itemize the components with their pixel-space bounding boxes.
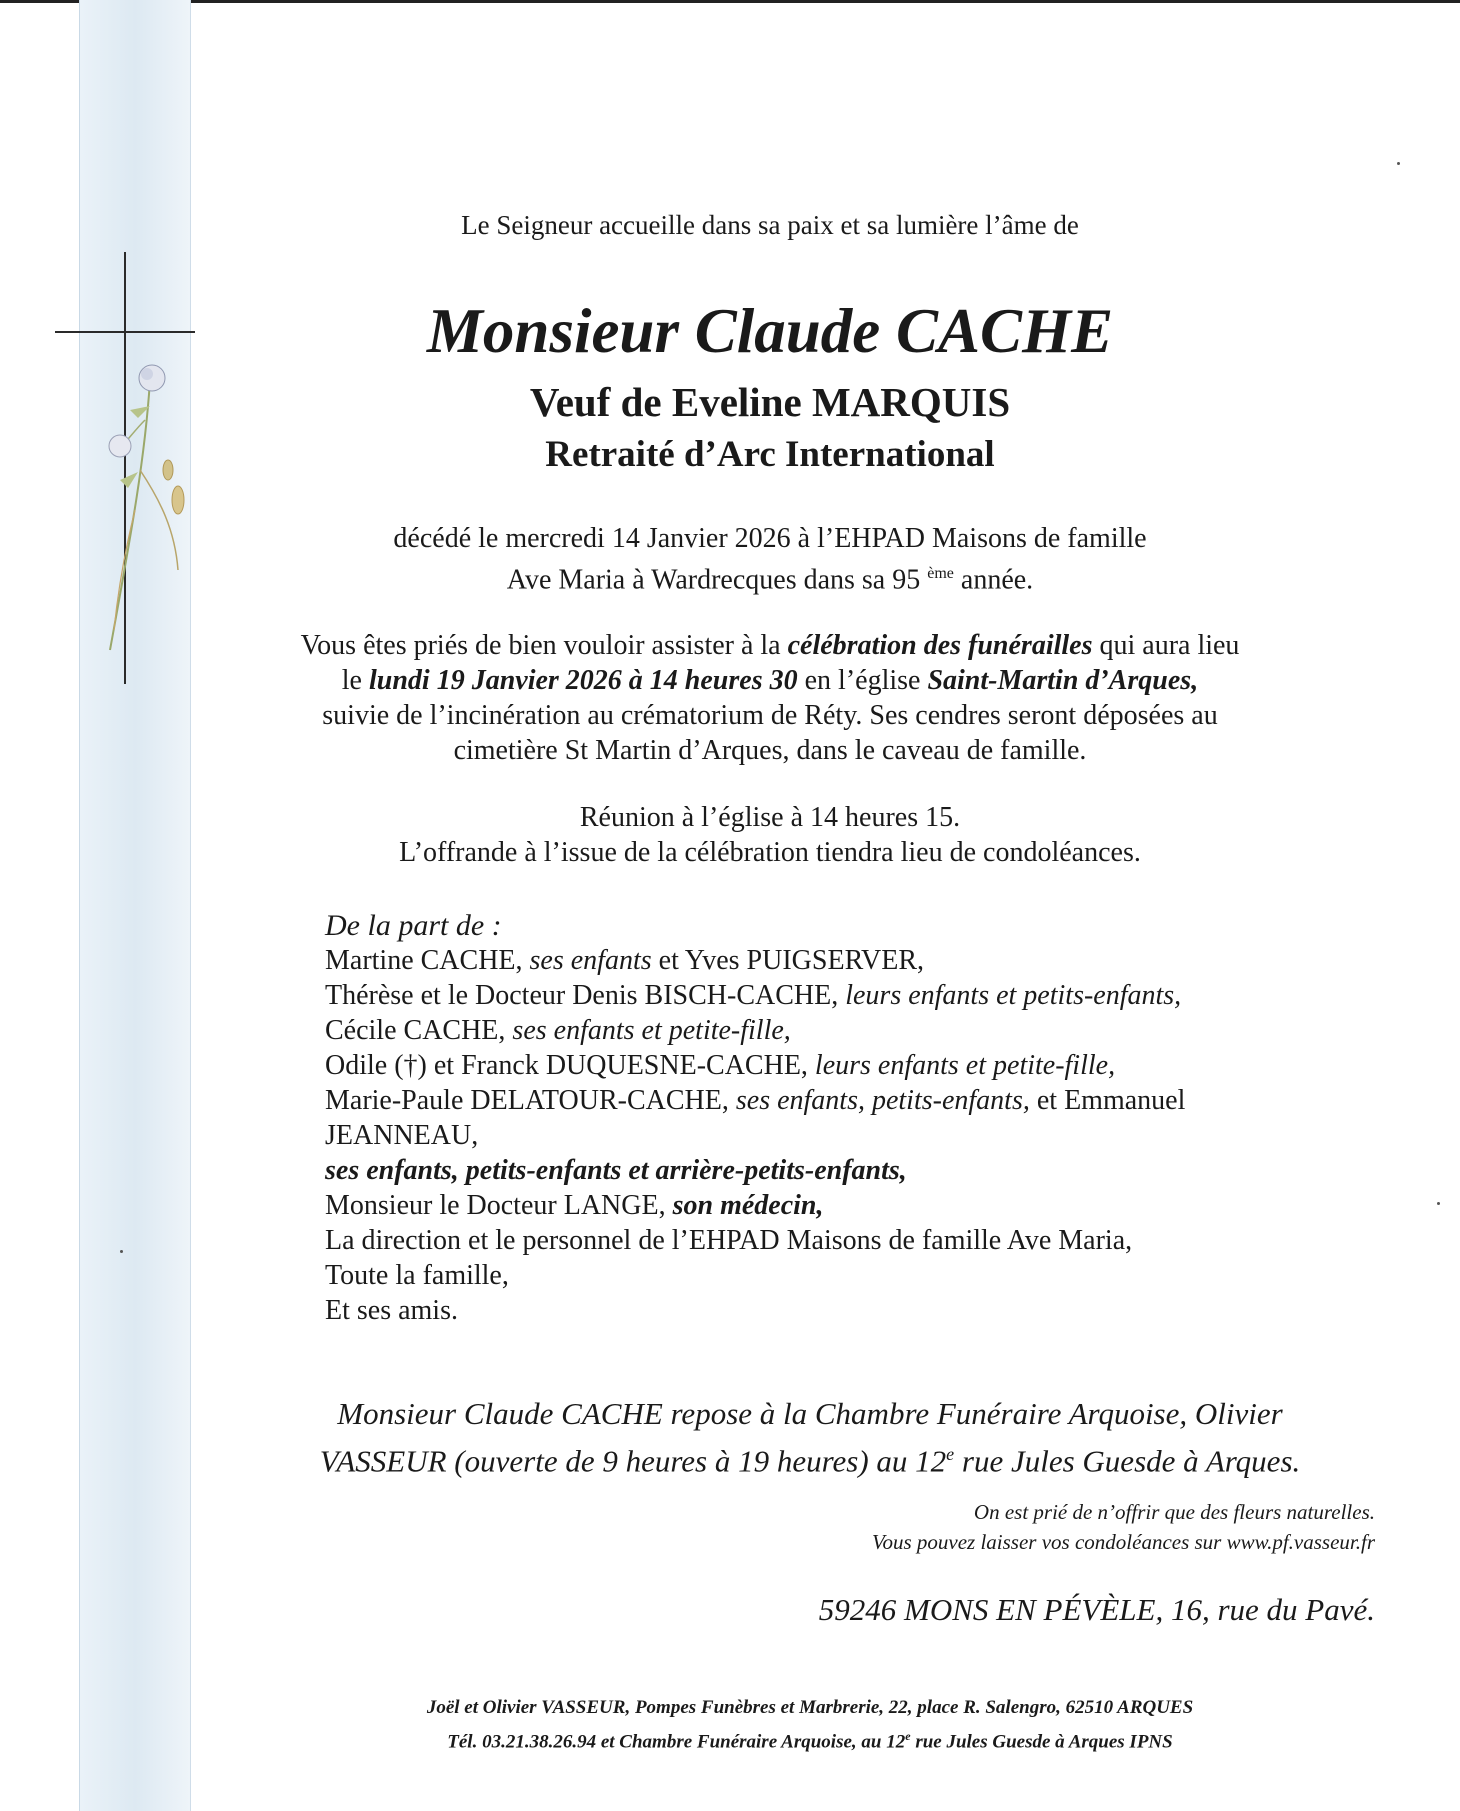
meeting-line-2: L’offrande à l’issue de la célébration tiendra lieu de condoléances. — [399, 837, 1141, 868]
scan-speck — [120, 1250, 123, 1253]
ceremony-line-3: suivie de l’incinération au crématorium de Réty. Ses cendres seront déposées au — [322, 700, 1218, 731]
address: 59246 MONS EN PÉVÈLE, 16, rue du Pavé. — [818, 1592, 1375, 1627]
family-row: Thérèse et le Docteur Denis BISCH-CACHE, leurs enfants et petits-enfants, — [325, 980, 1182, 1011]
notes — [872, 1497, 1375, 1557]
family-row: Cécile CACHE, ses enfants et petite-fille, — [325, 1015, 791, 1046]
scan-speck — [1397, 162, 1400, 165]
family-heading: De la part de : — [325, 909, 502, 942]
death-line-2: Ave Maria à Wardrecques dans sa 95 $^{ème}$ année. — [506, 564, 1034, 596]
condolences-note: Vous pouvez laisser vos condoléances sur www.pf.vasseur.fr — [871, 1530, 1375, 1554]
ceremony-line-4: cimetière St Martin d’Arques, dans le caveau de famille. — [453, 735, 1087, 766]
flower-illustration — [90, 360, 200, 660]
decorative-side-band — [79, 0, 191, 1811]
top-border-line — [0, 0, 1460, 3]
family-row: Et ses amis. — [325, 1295, 458, 1326]
ceremony-line-2: le lundi 19 Janvier 2026 à 14 heures 30 en l’église Saint-Martin d’Arques, — [341, 665, 1199, 696]
ceremony-line-1: Vous êtes priés de bien vouloir assister à la célébration des funérailles qui aura lieu — [300, 630, 1240, 661]
meeting-line-1: Réunion à l’église à 14 heures 15. — [579, 802, 961, 833]
cross-horizontal-bar — [55, 331, 195, 333]
family-row: Toute la famille, — [325, 1260, 509, 1291]
family-row: Martine CACHE, ses enfants et Yves PUIGSERVER, — [325, 945, 924, 976]
ceremony-details — [230, 628, 1310, 768]
death-announcement — [230, 521, 1310, 597]
deceased-name: Monsieur Claude CACHE — [426, 296, 1114, 366]
family-row: Monsieur le Docteur LANGE, son médecin, — [325, 1190, 824, 1221]
family-row: La direction et le personnel de l’EHPAD Maisons de famille Ave Maria, — [325, 1225, 1133, 1256]
meeting-details — [230, 800, 1310, 870]
repose-notice — [280, 1394, 1340, 1481]
occupation-line: Retraité d’Arc International — [545, 434, 995, 475]
repose-line-1: Monsieur Claude CACHE repose à la Chambre Funéraire Arquoise, Olivier — [337, 1396, 1283, 1431]
family-row: Odile (†) et Franck DUQUESNE-CACHE, leurs enfants et petite-fille, — [325, 1050, 1116, 1081]
death-line-1: décédé le mercredi 14 Janvier 2026 à l’EHPAD Maisons de famille — [393, 523, 1147, 554]
repose-line-2: VASSEUR (ouverte de 9 heures à 19 heures) au 12e rue Jules Guesde à Arques. — [319, 1443, 1301, 1479]
scan-speck — [1437, 1202, 1440, 1205]
flowers-note: On est prié de n’offrir que des fleurs naturelles. — [973, 1500, 1375, 1524]
footer-line-1: Joël et Olivier VASSEUR, Pompes Funèbres et Marbrerie, 22, place R. Salengro, 62510 ARQUES — [426, 1697, 1194, 1718]
family-row: ses enfants, petits-enfants et arrière-petits-enfants, — [325, 1155, 907, 1186]
family-list — [325, 908, 1185, 1328]
family-row: Marie-Paule DELATOUR-CACHE, ses enfants, petits-enfants, et Emmanuel — [325, 1085, 1186, 1116]
footer-line-2: Tél. 03.21.38.26.94 et Chambre Funéraire Arquoise, au 12e rue Jules Guesde à Arques IPNS — [447, 1729, 1173, 1753]
family-row: JEANNEAU, — [325, 1120, 479, 1151]
intro-line: Le Seigneur accueille dans sa paix et sa lumière l’âme de — [461, 210, 1079, 240]
footer — [330, 1694, 1290, 1756]
widow-of-line: Veuf de Eveline MARQUIS — [529, 379, 1011, 425]
